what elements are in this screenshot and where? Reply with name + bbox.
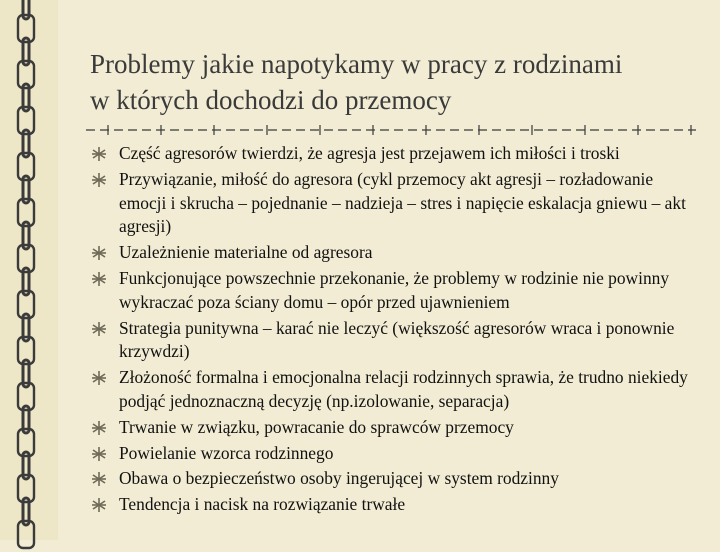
bullet-item (92, 317, 692, 365)
bullet-text: Powielanie wzorca rodzinnego (119, 442, 334, 463)
bullet-text: Strategia punitywna – karać nie leczyć (większość agresorów wraca i ponownie krzywdzi) (119, 317, 675, 362)
bullet-item (92, 493, 692, 517)
bullet-text: Złożoność formalna i emocjonalna relacji rodzinnych sprawia, że trudno niekiedy podjąć jednoznaczną decyzję (np.izolowanie, separacja) (119, 367, 688, 411)
bullet-text: Tendencja i nacisk na rozwiązanie trwałe (119, 494, 406, 515)
bullet-item (92, 168, 692, 239)
bullet-item (92, 416, 692, 440)
slide-title-line-1: Problemy jakie napotykamy w pracy z rodzinami (90, 49, 623, 79)
slide-title-line-2: w których dochodzi do przemocy (90, 85, 452, 115)
asterisk-icon (92, 371, 106, 385)
bullet-item (92, 241, 692, 265)
asterisk-icon (92, 322, 106, 336)
asterisk-icon (92, 173, 106, 187)
bullet-text: Trwanie w związku, powracanie do sprawców przemocy (119, 416, 514, 437)
bullet-item (92, 142, 692, 166)
asterisk-icon (92, 472, 106, 486)
bullet-item (92, 467, 692, 491)
asterisk-icon (92, 498, 106, 512)
bullet-item (92, 442, 692, 466)
asterisk-icon (92, 447, 106, 461)
asterisk-icon (92, 421, 106, 435)
bullet-item (92, 267, 692, 315)
bullet-text: Uzależnienie materialne od agresora (119, 242, 373, 263)
asterisk-icon (92, 246, 106, 260)
bullet-text: Funkcjonujące powszechnie przekonanie, że problemy w rodzinie nie powinny wykraczać poza ściany domu – opór przed ujawnieniem (119, 267, 670, 312)
chain-border-decoration (8, 0, 44, 552)
asterisk-icon (92, 147, 106, 161)
title-divider (86, 123, 696, 137)
asterisk-icon (92, 272, 106, 286)
bullet-text: Przywiązanie, miłość do agresora (cykl przemocy akt agresji – rozładowanie emocji i skrucha – pojednanie – nadzieja – stres i napięcie eskalacja gniewu – akt agresji) (119, 168, 686, 237)
bullet-list (92, 142, 692, 519)
slide-title (90, 46, 700, 118)
bullet-item (92, 366, 692, 414)
bullet-text: Obawa o bezpieczeństwo osoby ingerującej w system rodzinny (119, 468, 559, 489)
bullet-text: Część agresorów twierdzi, że agresja jest przejawem ich miłości i troski (119, 143, 620, 163)
